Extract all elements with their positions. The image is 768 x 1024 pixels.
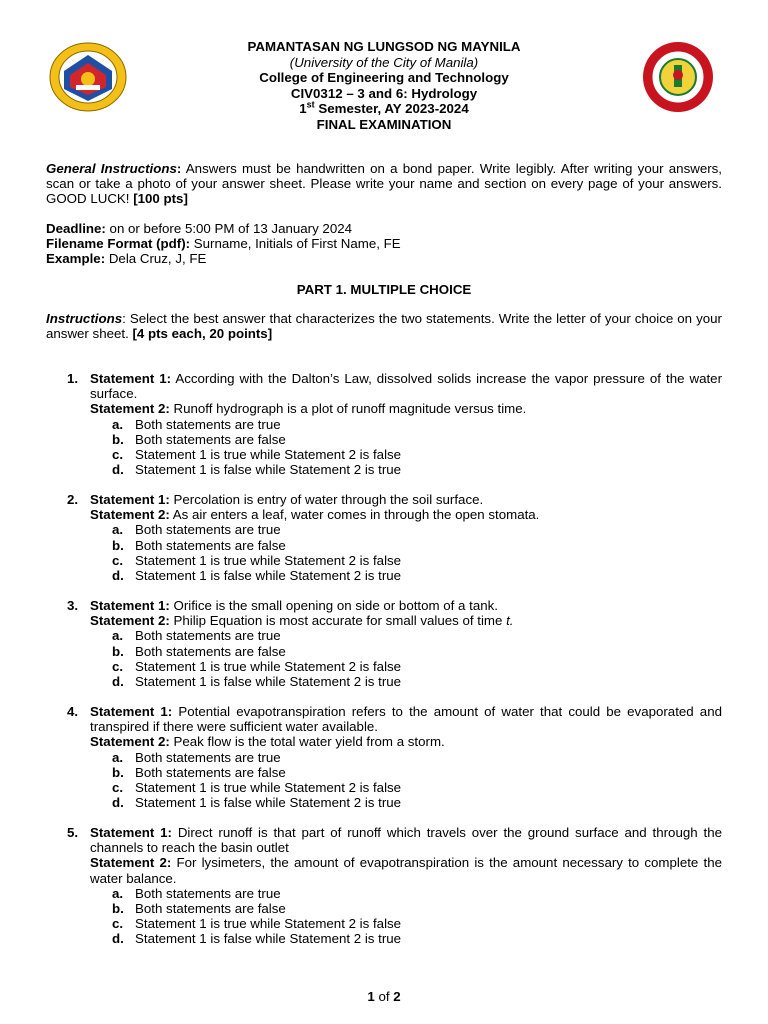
deadline-line: Deadline: on or before 5:00 PM of 13 January 2024 [46,221,353,236]
choice-option: d. Statement 1 is false while Statement 2 is true [112,795,402,811]
statement-2: Statement 2: Runoff hydrograph is a plot of runoff magnitude versus time. [90,401,527,417]
exam-title: FINAL EXAMINATION [316,116,452,132]
question-number: 1. [67,371,79,386]
page-number: 1 of 2 [367,989,401,1004]
choice-option: c. Statement 1 is true while Statement 2 is false [112,447,402,463]
choice-option: a. Both statements are true [112,749,281,765]
statement-2: Statement 2: For lysimeters, the amount of evapotranspiration is the amount necessary to complete the water balance. [90,855,722,886]
choice-option: c. Statement 1 is true while Statement 2 is false [112,916,402,932]
question-item [67,825,722,947]
general-instructions: General Instructions: Answers must be handwritten on a bond paper. Write legibly. After writing your answers, scan or take a photo of your answer sheet. Please write your name and section on every page of your answers. GOOD LUCK! [100 pts] [46,161,722,207]
part1-title: PART 1. MULTIPLE CHOICE [296,282,472,297]
choice-option: d. Statement 1 is false while Statement 2 is true [112,462,402,478]
statement-1: Statement 1: Direct runoff is that part of runoff which travels over the ground surface and through the channels to reach the basin outlet [90,825,722,856]
university-english-name: (University of the City of Manila) [289,54,479,70]
filename-format-line: Filename Format (pdf): Surname, Initials of First Name, FE [46,236,401,252]
choice-option: d. Statement 1 is false while Statement 2 is true [112,568,402,584]
statement-1: Statement 1: Percolation is entry of water through the soil surface. [90,492,484,507]
course-title: CIV0312 – 3 and 6: Hydrology [290,85,478,101]
statement-1: Statement 1: Potential evapotranspiration refers to the amount of water that could be evaporated and transpired if there were sufficient water available. [90,704,722,735]
choice-option: b. Both statements are false [112,764,286,780]
choice-option: d. Statement 1 is false while Statement 2 is true [112,931,402,947]
question-item [67,371,722,477]
choice-option: a. Both statements are true [112,522,281,538]
statement-2: Statement 2: Philip Equation is most accurate for small values of time t. [90,613,514,629]
document-header [0,39,768,132]
choice-option: c. Statement 1 is true while Statement 2 is false [112,552,402,568]
question-item [67,492,722,583]
statement-1: Statement 1: Orifice is the small opening on side or bottom of a tank. [90,598,498,613]
choice-option: a. Both statements are true [112,416,281,432]
choice-option: a. Both statements are true [112,885,281,901]
question-number: 4. [67,704,79,719]
college-name: College of Engineering and Technology [259,70,509,85]
question-item [67,704,722,810]
choice-option: a. Both statements are true [112,628,281,644]
choice-option: c. Statement 1 is true while Statement 2 is false [112,780,402,796]
question-number: 3. [67,598,79,613]
example-line: Example: Dela Cruz, J, FE [46,251,207,267]
question-number: 2. [67,492,79,507]
university-name: PAMANTASAN NG LUNGSOD NG MAYNILA [247,39,521,54]
choice-option: d. Statement 1 is false while Statement 2 is true [112,674,402,690]
semester-line: 1st Semester, AY 2023-2024 [299,99,469,116]
question-number: 5. [67,825,79,840]
part1-instructions: Instructions: Select the best answer that characterizes the two statements. Write the letter of your choice on your answer sheet. [4 pts each, 20 points] [46,311,722,342]
choice-option: b. Both statements are false [112,643,286,659]
statement-1: Statement 1: According with the Dalton’s Law, dissolved solids increase the vapor pressure of the water surface. [90,371,722,402]
choice-option: b. Both statements are false [112,431,286,447]
question-item [67,598,722,689]
statement-2: Statement 2: Peak flow is the total water yield from a storm. [90,734,445,750]
choice-option: b. Both statements are false [112,901,286,917]
statement-2: Statement 2: As air enters a leaf, water comes in through the open stomata. [90,507,540,523]
choice-option: b. Both statements are false [112,537,286,553]
submission-info [46,221,722,267]
choice-option: c. Statement 1 is true while Statement 2 is false [112,658,402,674]
